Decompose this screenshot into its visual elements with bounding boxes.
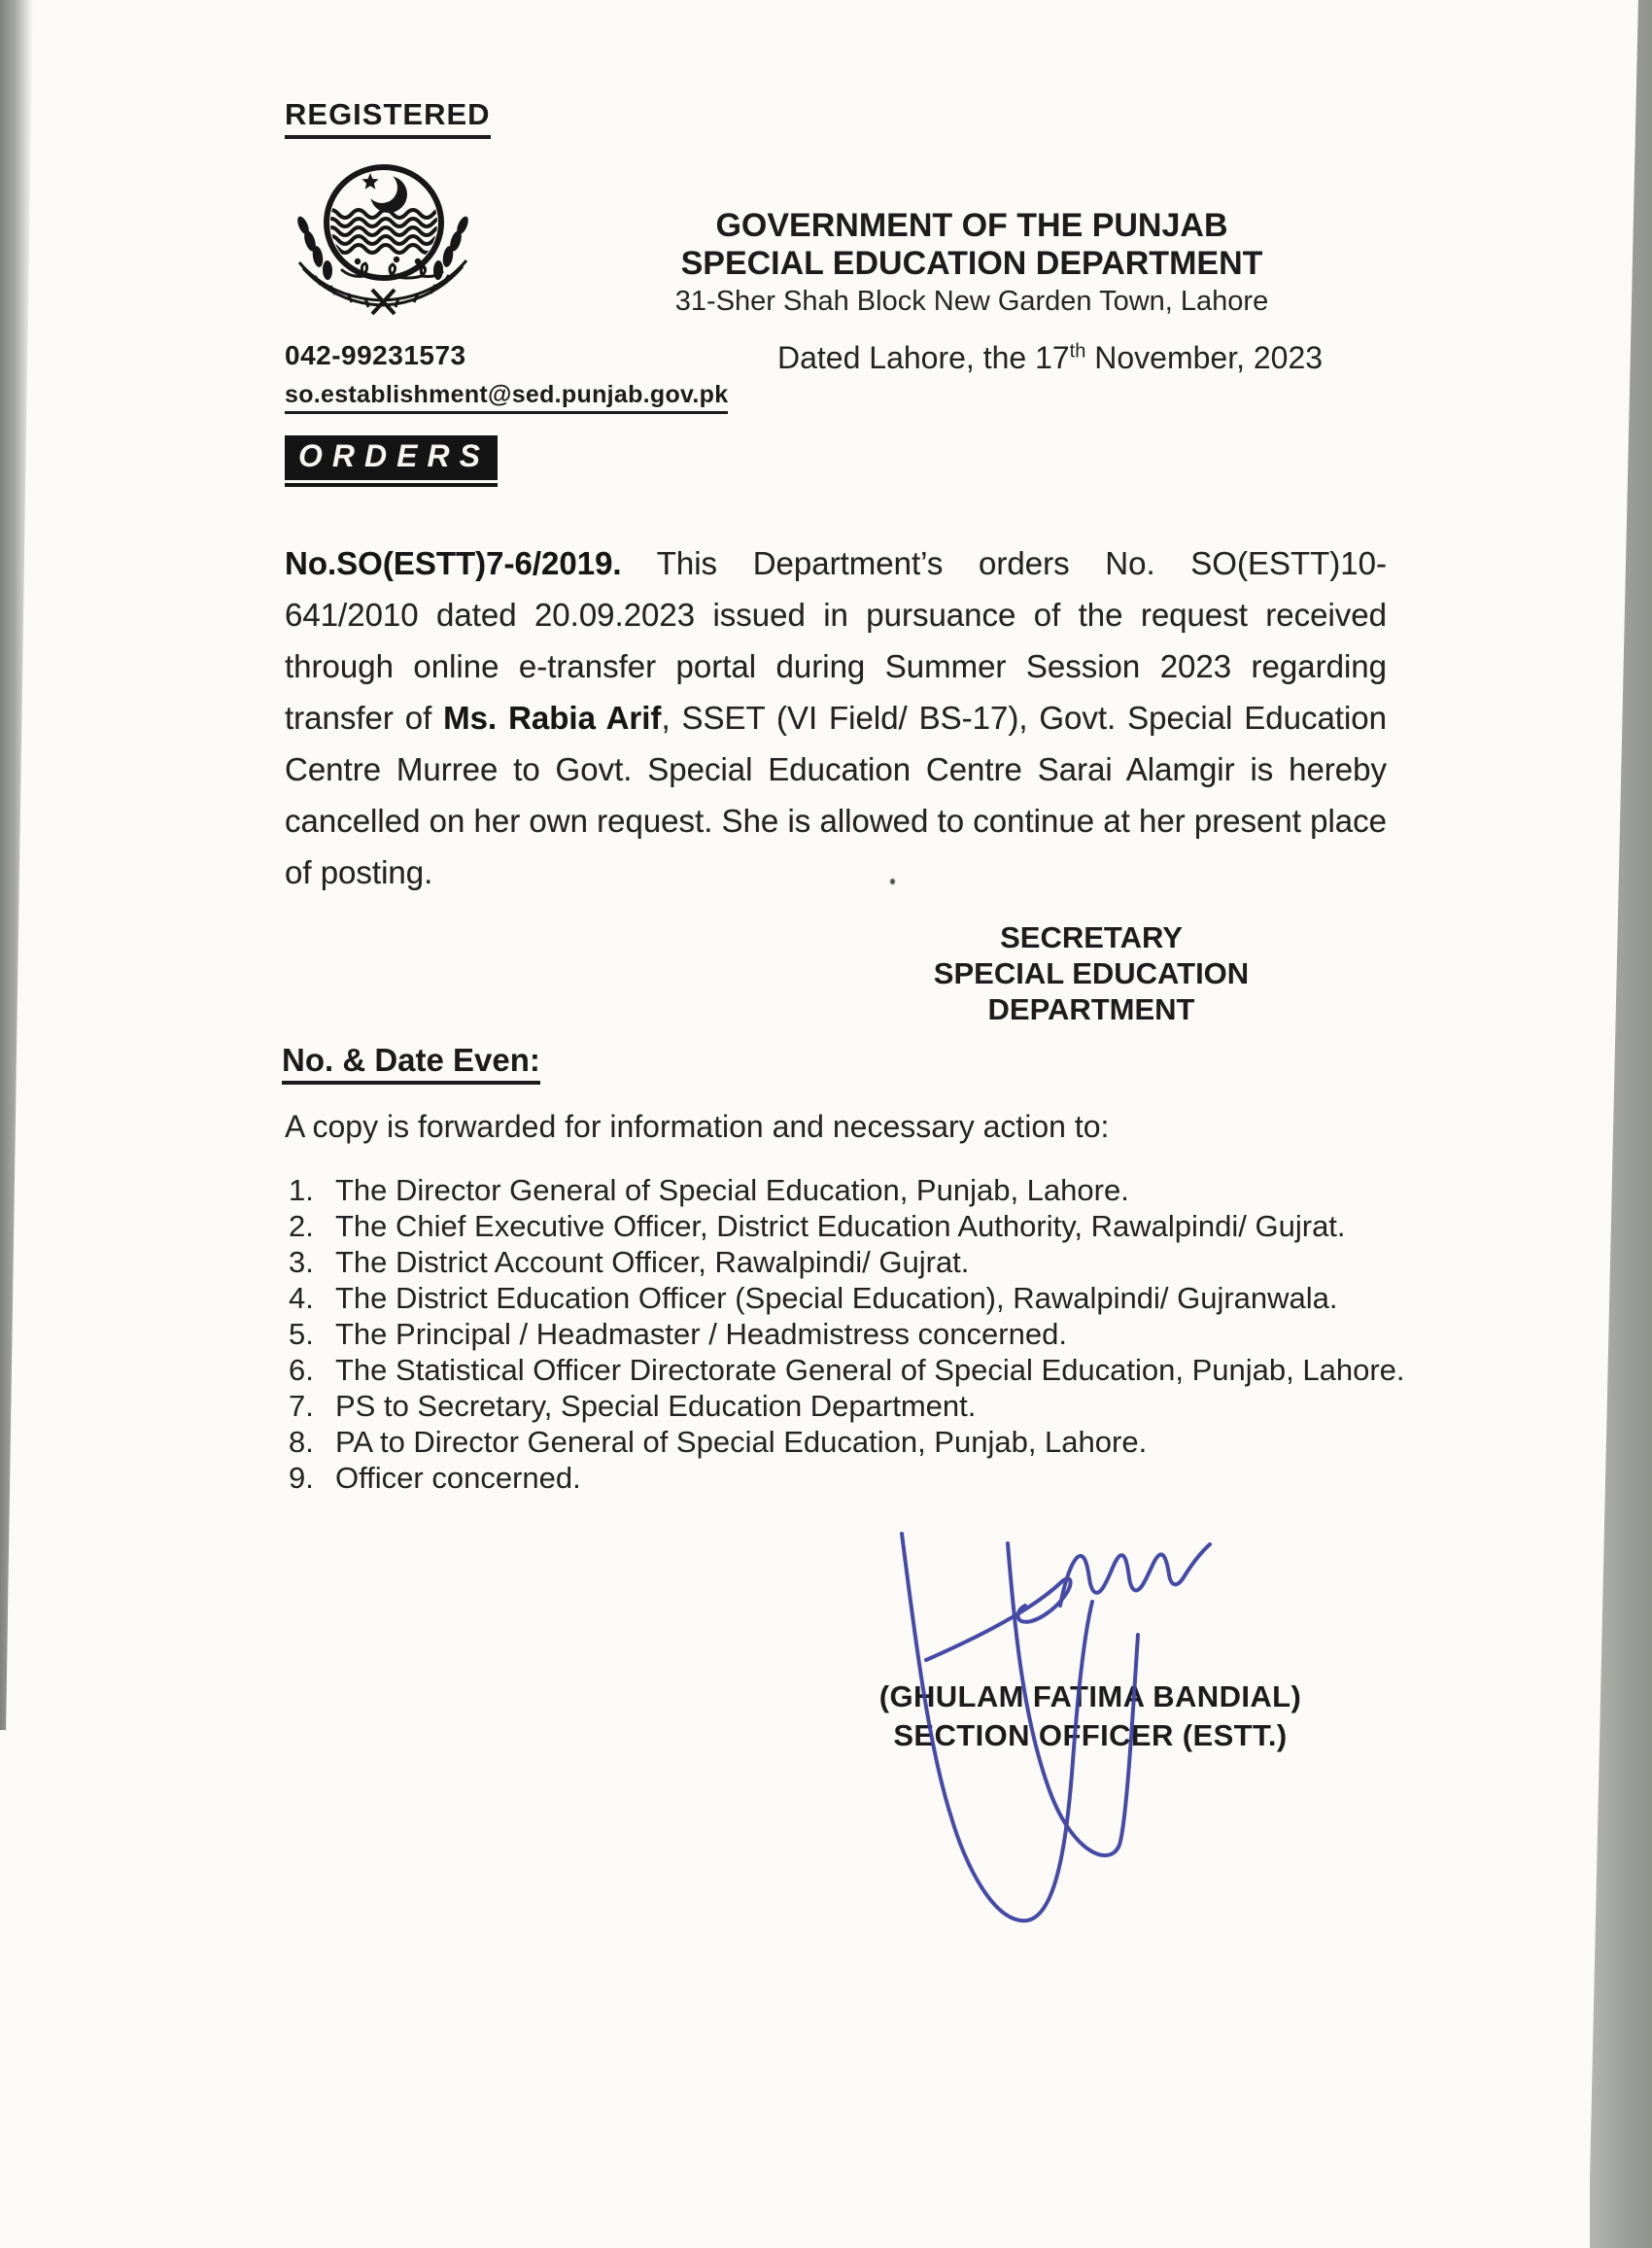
list-item-number: 4. <box>289 1281 314 1315</box>
list-item-number: 5. <box>289 1317 314 1351</box>
signature-name: (GHULAM FATIMA BANDIAL) <box>878 1679 1302 1713</box>
list-item <box>289 1280 1421 1316</box>
punjab-crest-logo <box>288 161 478 317</box>
department-title: SPECIAL EDUCATION DEPARTMENT <box>680 245 1263 282</box>
contact-phone: 042-99231573 <box>285 340 466 370</box>
list-item-number: 7. <box>289 1389 314 1423</box>
list-item-number: 8. <box>289 1425 314 1459</box>
list-item-text: PA to Director General of Special Education, Punjab, Lahore. <box>335 1425 1148 1459</box>
list-item-text: The District Education Officer (Special Education), Rawalpindi/ Gujranwala. <box>335 1281 1338 1315</box>
signatory-line3: DEPARTMENT <box>987 992 1195 1026</box>
list-item-text: Officer concerned. <box>335 1461 581 1495</box>
list-item-text: The Director General of Special Education, Punjab, Lahore. <box>335 1173 1129 1207</box>
order-paragraph: No.SO(ESTT)7-6/2019. This Department’s orders No. SO(ESTT)10-641/2010 dated 20.09.2023 issued in pursuance of the request received through online e-transfer portal during Summer Session 2023 regarding transfer of Ms. Rabia Arif, SSET (VI Field/ BS-17), Govt. Special Education Centre Murree to Govt. Special Education Centre Sarai Alamgir is hereby cancelled on her own request. She is allowed to continue at her present place of posting. <box>285 545 1388 890</box>
government-title: GOVERNMENT OF THE PUNJAB <box>715 207 1228 244</box>
list-item <box>289 1388 1421 1424</box>
list-item-text: The District Account Officer, Rawalpindi/ Gujrat. <box>335 1245 970 1279</box>
list-item <box>289 1424 1421 1460</box>
letterhead <box>671 207 1273 318</box>
signatory-line1: SECRETARY <box>1000 920 1183 954</box>
signature-title: SECTION OFFICER (ESTT.) <box>893 1718 1288 1752</box>
orders-banner-text: ORDERS <box>285 435 498 480</box>
handwritten-signature <box>870 1516 1258 1939</box>
contact-email: so.establishment@sed.punjab.gov.pk <box>285 381 728 414</box>
list-item-text: The Principal / Headmaster / Headmistress concerned. <box>335 1317 1067 1351</box>
registered-label: REGISTERED <box>285 97 491 139</box>
list-item <box>289 1172 1421 1208</box>
stray-mark-artifact <box>890 879 895 884</box>
list-item <box>289 1352 1421 1388</box>
list-item <box>289 1208 1421 1244</box>
list-item-number: 1. <box>289 1173 314 1207</box>
list-item <box>289 1316 1421 1352</box>
river-waves <box>325 210 447 253</box>
signatory-designation-block <box>897 919 1286 1027</box>
list-item-text: PS to Secretary, Special Education Department. <box>335 1389 977 1423</box>
scan-edge-shadow-right <box>1590 0 1652 2248</box>
signatory-line2: SPECIAL EDUCATION <box>933 956 1250 990</box>
department-address: 31-Sher Shah Block New Garden Town, Lahore <box>674 286 1269 317</box>
number-date-even-heading: No. & Date Even: <box>282 1042 540 1085</box>
list-item-number: 2. <box>289 1209 314 1243</box>
dated-line: Dated Lahore, the 17th November, 2023 <box>777 340 1324 375</box>
list-item-text: The Chief Executive Officer, District Education Authority, Rawalpindi/ Gujrat. <box>335 1209 1346 1243</box>
distribution-list <box>289 1172 1421 1496</box>
list-item-number: 9. <box>289 1461 314 1495</box>
orders-banner <box>285 435 498 487</box>
copy-forwarded-line: A copy is forwarded for information and necessary action to: <box>285 1109 1110 1144</box>
scan-edge-shadow-left <box>0 0 33 1730</box>
list-item-number: 6. <box>289 1353 314 1387</box>
ordinal-superscript: th <box>1069 340 1086 363</box>
list-item-number: 3. <box>289 1245 314 1279</box>
list-item-text: The Statistical Officer Directorate General of Special Education, Punjab, Lahore. <box>335 1353 1405 1387</box>
list-item <box>289 1460 1421 1496</box>
list-item <box>289 1244 1421 1280</box>
